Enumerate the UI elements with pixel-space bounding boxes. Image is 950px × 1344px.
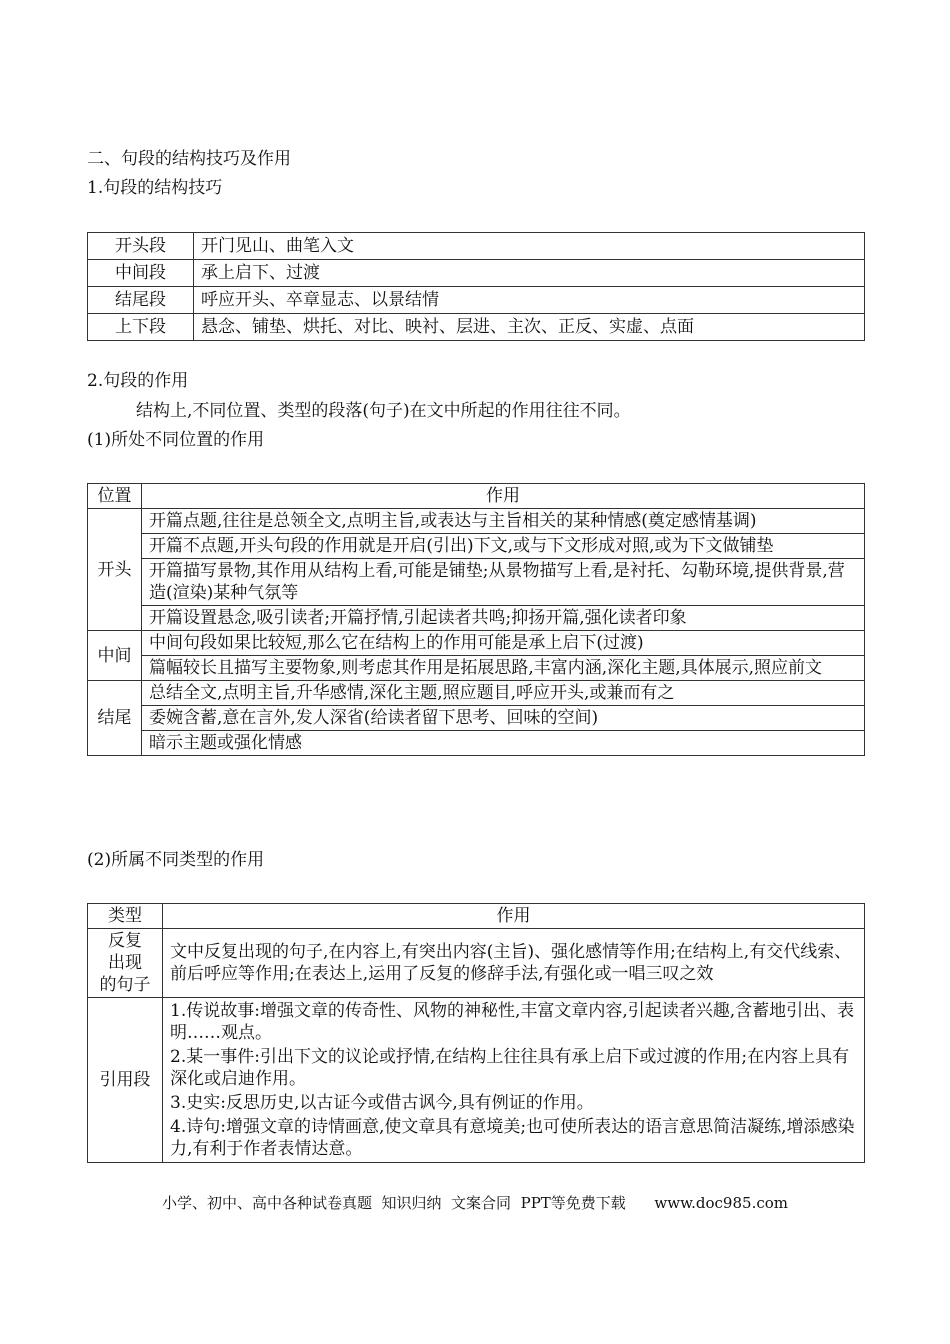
row-content: 呼应开头、卒章显志、以景结情 [194,287,865,314]
header-function: 作用 [142,484,865,509]
table-row [88,314,865,341]
table-row [88,929,865,998]
subsection-title-structure: 1.句段的结构技巧 [87,178,223,198]
group-label-middle: 中间 [88,631,142,681]
group-label-ending: 结尾 [88,681,142,756]
table-row [88,606,865,631]
function-item: 篇幅较长且描写主要物象,则考虑其作用是拓展思路,丰富内涵,深化主题,具体展示,照应前文 [142,656,865,681]
structure-techniques-table [87,232,865,341]
table-row [88,706,865,731]
function-item: 委婉含蓄,意在言外,发人深省(给读者留下思考、回味的空间) [142,706,865,731]
intro-paragraph: 结构上,不同位置、类型的段落(句子)在文中所起的作用往往不同。 [136,401,631,421]
page-footer: 小学、初中、高中各种试卷真题 知识归纳 文案合同 PPT等免费下载 www.doc985.com [161,1194,788,1212]
section-title: 二、句段的结构技巧及作用 [87,149,291,169]
table-row [88,681,865,706]
function-item: 总结全文,点明主旨,升华感情,深化主题,照应题目,呼应开头,或兼而有之 [142,681,865,706]
header-type: 类型 [88,904,163,929]
type-label-repeat [88,929,163,998]
table-header-row [88,904,865,929]
group-label-opening: 开头 [88,509,142,631]
function-item: 开篇描写景物,其作用从结构上看,可能是铺垫;从景物描写上看,是衬托、勾勒环境,提供背景,营造(渲染)某种气氛等 [142,559,865,606]
table-row [88,287,865,314]
function-item: 开篇不点题,开头句段的作用就是开启(引出)下文,或与下文形成对照,或为下文做铺垫 [142,534,865,559]
table-row [88,534,865,559]
row-label: 中间段 [88,260,194,287]
part1-title: (1)所处不同位置的作用 [87,430,265,450]
row-label: 开头段 [88,233,194,260]
position-function-table [87,483,865,756]
function-item: 开篇设置悬念,吸引读者;开篇抒情,引起读者共鸣;抑扬开篇,强化读者印象 [142,606,865,631]
row-content: 悬念、铺垫、烘托、对比、映衬、层进、主次、正反、实虚、点面 [194,314,865,341]
table-row [88,631,865,656]
label-line: 出现 [108,953,142,973]
type-function-table [87,903,865,1163]
row-label: 结尾段 [88,287,194,314]
function-item: 开篇点题,往往是总领全文,点明主旨,或表达与主旨相关的某种情感(奠定感情基调) [142,509,865,534]
function-item: 3.史实:反思历史,以古证今或借古讽今,具有例证的作用。 [170,1093,594,1113]
part2-title: (2)所属不同类型的作用 [87,850,265,870]
function-item: 1.传说故事:增强文章的传奇性、风物的神秘性,丰富文章内容,引起读者兴趣,含蓄地引出、表明……观点。 [170,1001,855,1043]
citation-functions [163,998,865,1163]
table-row [88,509,865,534]
row-label: 上下段 [88,314,194,341]
function-item: 中间句段如果比较短,那么它在结构上的作用可能是承上启下(过渡) [142,631,865,656]
table-row [88,559,865,606]
label-line: 反复 [108,931,142,951]
table-header-row [88,484,865,509]
table-row [88,233,865,260]
type-label-citation: 引用段 [88,998,163,1163]
function-item: 4.诗句:增强文章的诗情画意,使文章具有意境美;也可使所表达的语言意思简洁凝练,增添感染力,有利于作者表情达意。 [170,1117,855,1159]
table-row [88,731,865,756]
header-function: 作用 [163,904,865,929]
table-row [88,998,865,1163]
table-row [88,656,865,681]
function-item: 文中反复出现的句子,在内容上,有突出内容(主旨)、强化感情等作用;在结构上,有交代线索、前后呼应等作用;在表达上,运用了反复的修辞手法,有强化或一唱三叹之效 [163,929,865,998]
label-line: 的句子 [99,975,151,995]
header-position: 位置 [88,484,142,509]
row-content: 承上启下、过渡 [194,260,865,287]
table-row [88,260,865,287]
subsection-title-function: 2.句段的作用 [87,371,189,391]
function-item: 暗示主题或强化情感 [142,731,865,756]
row-content: 开门见山、曲笔入文 [194,233,865,260]
function-item: 2.某一事件:引出下文的议论或抒情,在结构上往往具有承上启下或过渡的作用;在内容上具有深化或启迪作用。 [170,1047,850,1089]
